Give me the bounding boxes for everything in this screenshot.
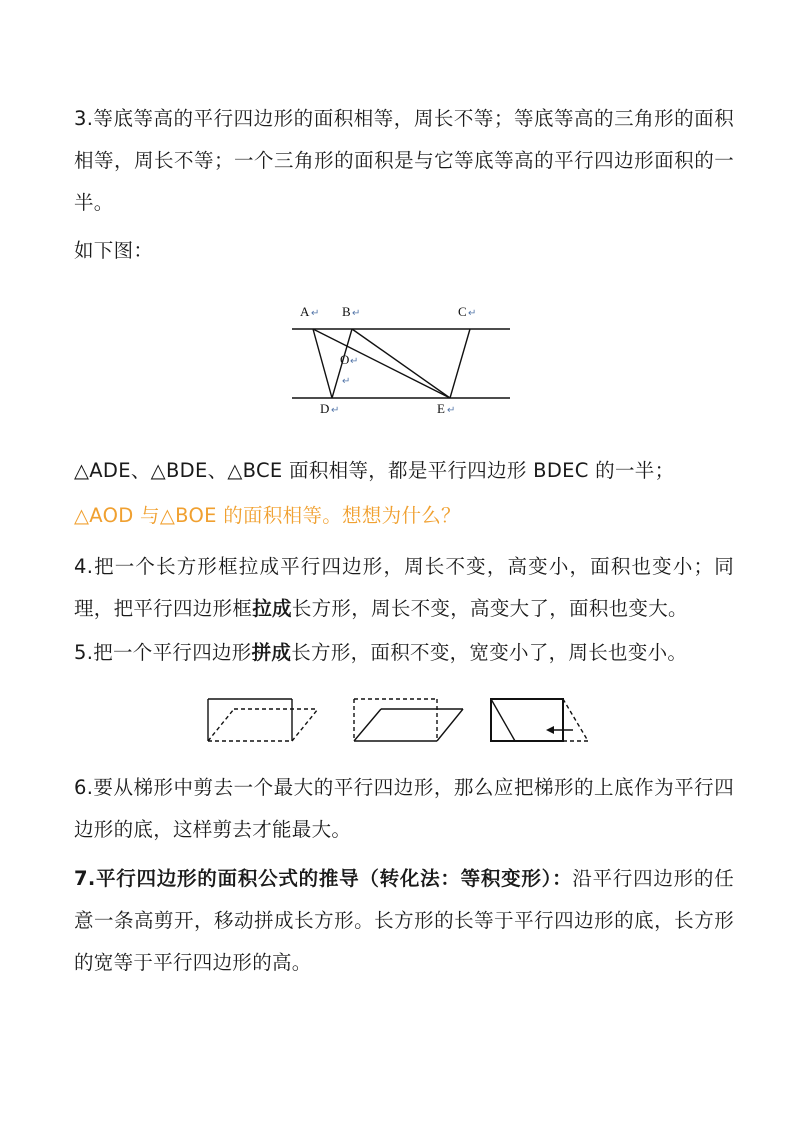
- return-mark-e: ↵: [447, 405, 456, 416]
- para-4-text-b: 长方形，周长不变，高变大了，面积也变大。: [291, 597, 688, 620]
- para-4-bold: 拉成: [252, 597, 292, 620]
- para-5-bold: 拼成: [251, 641, 292, 664]
- label-o: O: [340, 352, 350, 367]
- return-mark-d: ↵: [331, 405, 340, 416]
- label-b: B: [342, 304, 351, 319]
- label-e: E: [437, 401, 445, 416]
- return-mark-c: ↵: [468, 308, 477, 319]
- label-d: D: [320, 401, 330, 416]
- cut-and-move-figure: [491, 699, 588, 741]
- paragraph-6: [74, 767, 734, 851]
- rect-to-parallelogram-figure: [208, 699, 318, 741]
- para-7-text: 沿平行四边形的任意一条高剪开，移动拼成长方形。长方形的长等于平行四边形的底，长方形的宽等于平行四边形的高。: [74, 867, 734, 974]
- return-mark-a: ↵: [311, 308, 320, 319]
- triangle-question-text: △AOD 与△BOE 的面积相等。想想为什么？: [74, 504, 461, 527]
- triangle-question: [74, 495, 734, 537]
- para-4-text-a: 4.把一个长方形框拉成平行四边形，周长不变，高变小，面积也变小；同理，把平行四边形框: [74, 555, 734, 620]
- paragraph-4: [74, 546, 734, 630]
- para-5-text-b: 长方形，面积不变，宽变小了，周长也变小。: [291, 641, 688, 664]
- triangle-note: [74, 450, 734, 492]
- return-mark-b: ↵: [352, 308, 361, 319]
- triangle-note-text: △ADE、△BDE、△BCE 面积相等，都是平行四边形 BDEC 的一半；: [74, 459, 675, 482]
- para-5-text-a: 5.把一个平行四边形: [74, 641, 252, 664]
- return-mark-o: ↵: [350, 356, 359, 367]
- parallelogram-frame-figure: [354, 699, 463, 741]
- para-3-text: 3.等底等高的平行四边形的面积相等，周长不等；等底等高的三角形的面积相等，周长不等；一个三角形的面积是与它等底等高的平行四边形面积的一半。: [74, 107, 734, 214]
- figure-intro-text: 如下图：: [74, 239, 154, 262]
- label-c: C: [458, 304, 467, 319]
- para-6-text: 6.要从梯形中剪去一个最大的平行四边形，那么应把梯形的上底作为平行四边形的底，这样剪去才能最大。: [74, 776, 734, 841]
- arrow-left-icon: [546, 726, 554, 734]
- paragraph-5: [74, 632, 734, 674]
- return-mark-blank: ↵: [342, 376, 351, 387]
- para-7-heading: 7.平行四边形的面积公式的推导（转化法：等积变形）：: [74, 867, 573, 890]
- paragraph-7: [74, 858, 734, 984]
- label-a: A: [300, 304, 310, 319]
